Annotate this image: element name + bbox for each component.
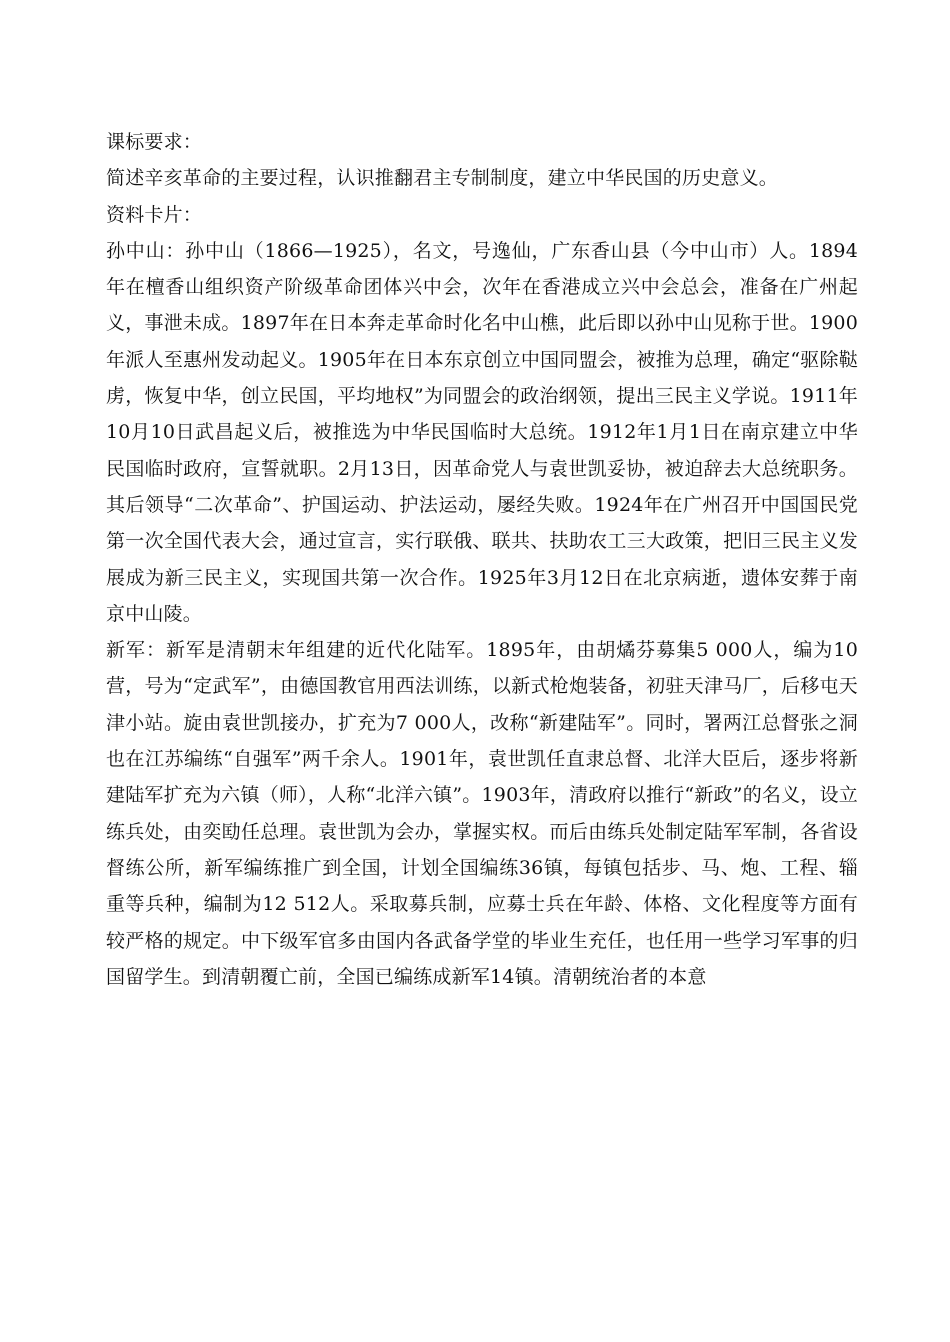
cards-heading: 资料卡片： bbox=[106, 203, 203, 226]
new-army-paragraph: 新军：新军是清朝末年组建的近代化陆军。1895年，由胡燏芬募集5 000人，编为10营，号为“定武军”，由德国教官用西法训练，以新式枪炮装备，初驻天津马厂，后移屯天津小站。旋由袁世凯接办，扩充为7 000人，改称“新建陆军”。同时，署两江总督张之洞也在江苏编练“自强军”两千余人。1901年，袁世凯任直隶总督、北洋大臣后，逐步将新建陆军扩充为六镇（师），人称“北洋六镇”。1903年，清政府以推行“新政”的名义，设立练兵处，由奕劻任总理。袁世凯为会办，掌握实权。而后由练兵处制定陆军军制，各省设督练公所，新军编练推广到全国，计划全国编练36镇，每镇包括步、马、炮、工程、辎重等兵种，编制为12 512人。采取募兵制，应募士兵在年龄、体格、文化程度等方面有较严格的规定。中下级军官多由国内各武备学堂的毕业生充任，也任用一些学习军事的归国留学生。到清朝覆亡前，全国已编练成新军14镇。清朝统治者的本意 bbox=[106, 639, 858, 988]
requirements-text: 简述辛亥革命的主要过程，认识推翻君主专制制度，建立中华民国的历史意义。 bbox=[106, 167, 779, 190]
document-body bbox=[106, 124, 858, 995]
sun-yatsen-paragraph: 孙中山：孙中山（1866—1925），名文，号逸仙，广东香山县（今中山市）人。1894年在檀香山组织资产阶级革命团体兴中会，次年在香港成立兴中会总会，准备在广州起义，事泄未成。1897年在日本奔走革命时化名中山樵，此后即以孙中山见称于世。1900年派人至惠州发动起义。1905年在日本东京创立中国同盟会，被推为总理，确定“驱除鞑虏，恢复中华，创立民国，平均地权”为同盟会的政治纲领，提出三民主义学说。1911年10月10日武昌起义后，被推选为中华民国临时大总统。1912年1月1日在南京建立中华民国临时政府，宣誓就职。2月13日，因革命党人与袁世凯妥协，被迫辞去大总统职务。其后领导“二次革命”、护国运动、护法运动，屡经失败。1924年在广州召开中国国民党第一次全国代表大会，通过宣言，实行联俄、联共、扶助农工三大政策，把旧三民主义发展成为新三民主义，实现国共第一次合作。1925年3月12日在北京病逝，遗体安葬于南京中山陵。 bbox=[106, 239, 858, 625]
requirements-heading: 课标要求： bbox=[106, 131, 203, 153]
